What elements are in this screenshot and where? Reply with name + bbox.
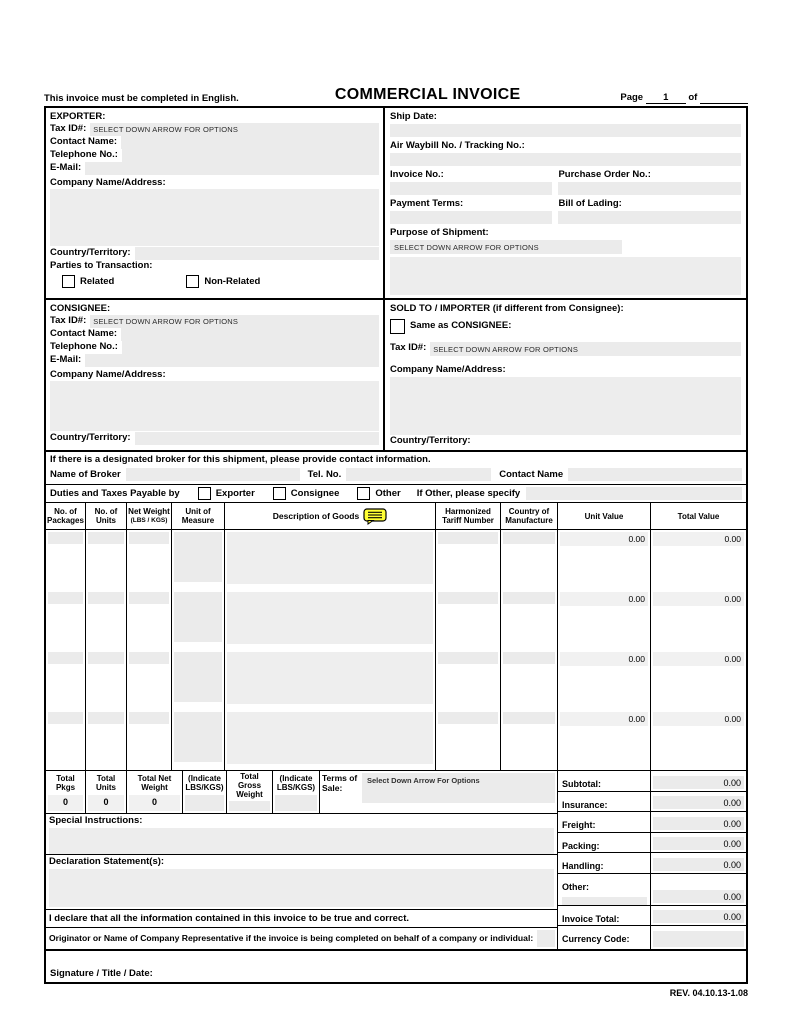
non-related-label: Non-Related xyxy=(204,275,261,287)
item-total-value-field[interactable]: 0.00 xyxy=(651,710,746,770)
special-instructions-field[interactable] xyxy=(49,828,554,854)
packing-field[interactable]: 0.00 xyxy=(653,837,744,850)
exporter-panel xyxy=(46,108,385,298)
subtotal-field[interactable]: 0.00 xyxy=(653,776,744,789)
terms-of-sale-label: Terms of Sale: xyxy=(322,773,358,793)
currency-code-label: Currency Code: xyxy=(562,934,630,944)
item-tariff-field[interactable] xyxy=(436,530,501,590)
indicate-lbs-kgs-field[interactable] xyxy=(185,795,224,811)
items-table xyxy=(46,502,746,770)
duties-other-label: Other xyxy=(375,488,401,499)
same-as-consignee-checkbox[interactable] xyxy=(390,319,405,334)
consignee-country-label: Country/Territory: xyxy=(50,432,135,445)
soldto-country-label: Country/Territory: xyxy=(390,435,471,446)
purpose-detail-field[interactable] xyxy=(390,257,741,295)
english-note: This invoice must be completed in English. xyxy=(44,93,239,104)
form-border xyxy=(44,106,748,984)
signature-area[interactable] xyxy=(46,949,746,982)
consignee-heading: CONSIGNEE: xyxy=(50,303,111,314)
consignee-email-field[interactable] xyxy=(85,354,379,367)
terms-of-sale-dropdown[interactable]: Select Down Arrow For Options xyxy=(362,773,555,803)
exporter-telephone-field[interactable] xyxy=(122,149,379,162)
totals-left xyxy=(46,771,558,949)
invoice-no-field[interactable] xyxy=(390,182,552,195)
handling-field[interactable]: 0.00 xyxy=(653,858,744,871)
item-units-field[interactable] xyxy=(86,530,127,590)
item-unit-value-field[interactable]: 0.00 xyxy=(558,590,651,650)
invoice-total-label: Invoice Total: xyxy=(562,914,620,924)
po-field[interactable] xyxy=(558,182,741,195)
shipment-panel xyxy=(385,108,746,298)
col-header-unit-value: Unit Value xyxy=(558,503,651,530)
duties-consignee-label: Consignee xyxy=(290,488,340,499)
other-label: Other: xyxy=(562,882,589,892)
po-label: Purchase Order No.: xyxy=(558,169,651,180)
revision-text: REV. 04.10.13-1.08 xyxy=(669,988,748,998)
exporter-heading: EXPORTER: xyxy=(50,111,106,122)
total-gross-weight-field[interactable] xyxy=(229,801,270,811)
payment-terms-field[interactable] xyxy=(390,211,552,224)
section-exporter-shipment xyxy=(46,108,746,298)
item-description-field[interactable] xyxy=(225,530,436,590)
soldto-company-label: Company Name/Address: xyxy=(390,364,506,375)
parties-to-transaction-label: Parties to Transaction: xyxy=(50,260,153,271)
special-instructions-box xyxy=(46,813,557,854)
item-units-field[interactable] xyxy=(86,710,127,770)
invoice-no-label: Invoice No.: xyxy=(390,169,444,180)
exporter-contact-name-label: Contact Name: xyxy=(50,136,121,149)
item-total-value-field[interactable]: 0.00 xyxy=(651,650,746,710)
purpose-label: Purpose of Shipment: xyxy=(390,227,489,238)
col-header-description: Description of Goods xyxy=(225,503,436,530)
freight-label: Freight: xyxy=(562,820,596,830)
item-packages-field[interactable] xyxy=(46,650,86,710)
item-net-weight-field[interactable] xyxy=(127,590,172,650)
awb-field[interactable] xyxy=(390,153,741,166)
item-units-field[interactable] xyxy=(86,650,127,710)
declare-row xyxy=(46,909,557,927)
subtotal-label: Subtotal: xyxy=(562,779,601,789)
duties-other-checkbox[interactable] xyxy=(357,487,370,500)
consignee-contact-name-field[interactable] xyxy=(121,328,379,341)
consignee-telephone-field[interactable] xyxy=(122,341,379,354)
item-unit-measure-field[interactable] xyxy=(172,590,225,650)
declare-text: I declare that all the information contained in this invoice to be true and correct. xyxy=(49,912,410,924)
invoice-total-field[interactable]: 0.00 xyxy=(653,910,744,923)
duties-consignee-checkbox[interactable] xyxy=(273,487,286,500)
exporter-email-label: E-Mail: xyxy=(50,162,85,175)
packing-label: Packing: xyxy=(562,841,600,851)
related-label: Related xyxy=(80,275,115,287)
declaration-label: Declaration Statement(s): xyxy=(49,856,165,867)
consignee-telephone-label: Telephone No.: xyxy=(50,341,122,354)
item-packages-field[interactable] xyxy=(46,590,86,650)
other-specify-field[interactable] xyxy=(562,897,647,905)
consignee-email-label: E-Mail: xyxy=(50,354,85,367)
total-gross-weight-label: Total Gross Weight xyxy=(236,772,263,799)
total-units-label: Total Units xyxy=(96,773,116,792)
broker-instruction: If there is a designated broker for this shipment, please provide contact information. xyxy=(50,454,431,465)
page-label: Page xyxy=(620,92,644,103)
totals-row xyxy=(46,771,557,813)
item-tariff-field[interactable] xyxy=(436,590,501,650)
soldto-tax-id-field[interactable]: SELECT DOWN ARROW FOR OPTIONS xyxy=(430,342,741,356)
commercial-invoice-form xyxy=(44,0,748,998)
item-unit-value-field[interactable]: 0.00 xyxy=(558,530,651,590)
soldto-heading: SOLD TO / IMPORTER (if different from Consignee): xyxy=(390,303,624,314)
total-pkgs-label: Total Pkgs xyxy=(55,773,76,792)
non-related-checkbox[interactable] xyxy=(186,275,199,288)
other-field[interactable]: 0.00 xyxy=(653,890,744,903)
soldto-company-field[interactable] xyxy=(390,377,741,435)
ship-date-label: Ship Date: xyxy=(390,111,437,122)
ship-date-field[interactable] xyxy=(390,124,741,137)
consignee-company-field[interactable] xyxy=(50,381,379,431)
item-unit-value-field[interactable]: 0.00 xyxy=(558,650,651,710)
freight-field[interactable]: 0.00 xyxy=(653,817,744,830)
broker-contact-field[interactable] xyxy=(568,468,742,481)
signature-label: Signature / Title / Date: xyxy=(50,968,153,979)
insurance-label: Insurance: xyxy=(562,800,608,810)
item-country-field[interactable] xyxy=(501,590,558,650)
broker-tel-label: Tel. No. xyxy=(307,468,342,480)
exporter-contact-name-field[interactable] xyxy=(121,136,379,149)
duties-exporter-checkbox[interactable] xyxy=(198,487,211,500)
purpose-dropdown[interactable]: SELECT DOWN ARROW FOR OPTIONS xyxy=(390,240,622,254)
consignee-panel xyxy=(46,300,385,450)
originator-row xyxy=(46,927,557,949)
consignee-company-label: Company Name/Address: xyxy=(50,369,166,380)
handling-label: Handling: xyxy=(562,861,604,871)
consignee-tax-id-label: Tax ID#: xyxy=(50,315,90,328)
exporter-company-field[interactable] xyxy=(50,189,379,246)
section-totals-summary xyxy=(46,770,746,949)
total-net-weight-label: Total Net Weight xyxy=(137,773,172,792)
total-pkgs-value[interactable]: 0 xyxy=(48,795,83,811)
item-unit-measure-field[interactable] xyxy=(172,530,225,590)
col-header-units: No. of Units xyxy=(86,503,127,530)
col-header-packages: No. of Packages xyxy=(46,503,86,530)
col-header-net-weight: Net Weight (LBS / KGS) xyxy=(127,503,172,530)
section-broker xyxy=(46,450,746,484)
page-header xyxy=(44,86,748,104)
item-total-value-field[interactable]: 0.00 xyxy=(651,590,746,650)
col-header-total-value: Total Value xyxy=(651,503,746,530)
page-title: COMMERCIAL INVOICE xyxy=(334,86,521,103)
originator-field[interactable] xyxy=(537,930,555,947)
total-net-weight-value[interactable]: 0 xyxy=(129,795,180,811)
broker-tel-field[interactable] xyxy=(346,468,491,481)
awb-label: Air Waybill No. / Tracking No.: xyxy=(390,140,525,151)
exporter-telephone-label: Telephone No.: xyxy=(50,149,122,162)
exporter-tax-id-label: Tax ID#: xyxy=(50,123,90,136)
total-units-value[interactable]: 0 xyxy=(88,795,124,811)
item-tariff-field[interactable] xyxy=(436,650,501,710)
item-total-value-field[interactable]: 0.00 xyxy=(651,530,746,590)
item-unit-measure-field[interactable] xyxy=(172,650,225,710)
item-description-field[interactable] xyxy=(225,650,436,710)
col-header-unit-measure: Unit of Measure xyxy=(172,503,225,530)
item-net-weight-field[interactable] xyxy=(127,530,172,590)
duties-exporter-label: Exporter xyxy=(215,488,255,499)
related-checkbox[interactable] xyxy=(62,275,75,288)
originator-text: Originator or Name of Company Representative if the invoice is being completed on behalf of a company or individual: xyxy=(49,933,534,944)
exporter-country-label: Country/Territory: xyxy=(50,247,135,260)
duties-specify-field[interactable] xyxy=(526,487,742,500)
section-duties xyxy=(46,484,746,502)
item-unit-value-field[interactable]: 0.00 xyxy=(558,710,651,770)
indicate-lbs-kgs-label: (Indicate LBS/KGS) xyxy=(185,773,224,792)
same-as-consignee-label: Same as CONSIGNEE: xyxy=(410,320,512,331)
section-consignee-soldto xyxy=(46,298,746,450)
item-description-field[interactable] xyxy=(225,590,436,650)
item-unit-measure-field[interactable] xyxy=(172,710,225,770)
page-number-field[interactable]: 1 xyxy=(646,92,686,104)
exporter-company-label: Company Name/Address: xyxy=(50,177,166,188)
item-net-weight-field[interactable] xyxy=(127,650,172,710)
exporter-tax-id-field[interactable]: SELECT DOWN ARROW FOR OPTIONS xyxy=(90,123,379,136)
soldto-tax-id-label: Tax ID#: xyxy=(390,342,430,356)
page-number-area xyxy=(551,92,748,104)
declaration-field[interactable] xyxy=(49,869,554,907)
soldto-panel xyxy=(385,300,746,450)
comment-note-icon[interactable] xyxy=(363,508,387,525)
exporter-email-field[interactable] xyxy=(85,162,379,175)
item-net-weight-field[interactable] xyxy=(127,710,172,770)
consignee-contact-name-label: Contact Name: xyxy=(50,328,121,341)
page-total-field[interactable] xyxy=(700,92,748,104)
item-description-field[interactable] xyxy=(225,710,436,770)
currency-code-field[interactable] xyxy=(653,931,744,947)
col-header-tariff: Harmonized Tariff Number xyxy=(436,503,501,530)
special-instructions-label: Special Instructions: xyxy=(49,815,143,826)
indicate-lbs-kgs-label-2: (Indicate LBS/KGS) xyxy=(276,773,316,792)
item-country-field[interactable] xyxy=(501,530,558,590)
broker-name-label: Name of Broker xyxy=(50,468,121,480)
payment-terms-label: Payment Terms: xyxy=(390,198,464,209)
insurance-field[interactable]: 0.00 xyxy=(653,796,744,809)
broker-contact-label: Contact Name xyxy=(499,468,564,480)
consignee-country-field[interactable] xyxy=(135,432,379,445)
item-tariff-field[interactable] xyxy=(436,710,501,770)
item-units-field[interactable] xyxy=(86,590,127,650)
item-packages-field[interactable] xyxy=(46,530,86,590)
item-country-field[interactable] xyxy=(501,650,558,710)
item-country-field[interactable] xyxy=(501,710,558,770)
declaration-box xyxy=(46,854,557,909)
col-header-country: Country of Manufacture xyxy=(501,503,558,530)
item-packages-field[interactable] xyxy=(46,710,86,770)
of-label: of xyxy=(688,92,698,103)
exporter-country-field[interactable] xyxy=(135,247,379,260)
bol-field[interactable] xyxy=(558,211,741,224)
summary-column xyxy=(558,771,746,949)
consignee-tax-id-field[interactable]: SELECT DOWN ARROW FOR OPTIONS xyxy=(90,315,379,328)
indicate-lbs-kgs-field-2[interactable] xyxy=(275,795,317,811)
broker-name-field[interactable] xyxy=(126,468,300,481)
duties-label: Duties and Taxes Payable by xyxy=(50,487,180,499)
duties-specify-label: If Other, please specify xyxy=(416,487,521,499)
bol-label: Bill of Lading: xyxy=(558,198,622,209)
